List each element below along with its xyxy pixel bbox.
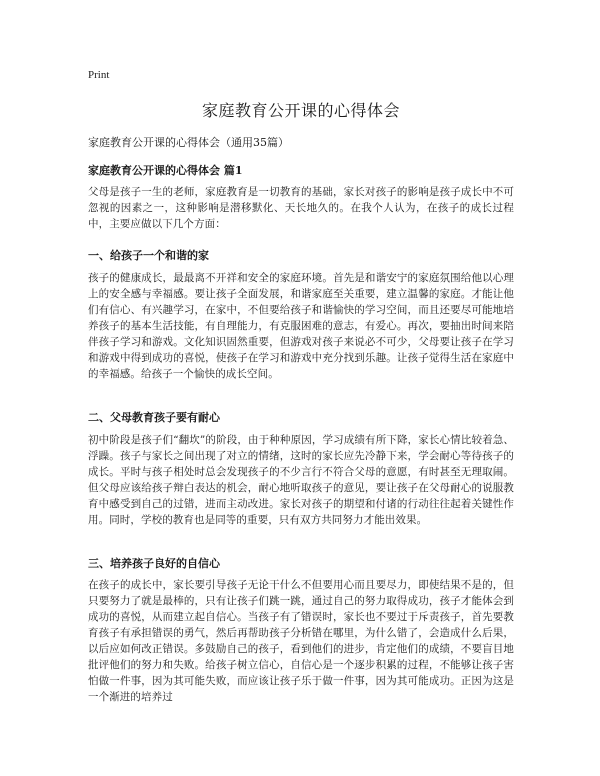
section-body-1: 孩子的健康成长，最最离不开祥和安全的家庭环境。首先是和谐安宁的家庭氛围给他以心理上的安全感与幸福感。要让孩子全面发展，和谐家庭至关重要，建立温馨的家庭。才能让他们有信心、有兴趣学习，在家中，不但要给孩子和谐愉快的学习空间，而且还要尽可能地培养孩子的基本生活技能，有自理能力，有克服困难的意志，有爱心。再次，要抽出时间来陪伴孩子学习和游戏。文化知识固然重要，但游戏对孩子来说必不可少，父母要让孩子在学习和游戏中得到成功的喜悦，使孩子在学习和游戏中充分找到乐趣。让孩子觉得生活在家庭中的幸福感。给孩子一个愉快的成长空间。 [88,272,514,380]
section-heading-2: 二、父母教育孩子要有耐心 [88,411,220,424]
intro-paragraph: 父母是孩子一生的老师，家庭教育是一切教育的基础，家长对孩子的影响是孩子成长中不可忽视的因素之一，这种影响是潜移默化、天长地久的。在我个人认为，在孩子的成长过程中，主要应做以下几个方面： [88,186,514,230]
section-body-3: 在孩子的成长中，家长要引导孩子无论干什么不但要用心而且要尽力，即使结果不是的，但只要努力了就是最棒的，只有让孩子们跳一跳，通过自己的努力取得成功，孩子才能体会到成功的喜悦，从而建立起自信心。当孩子有了错误时，家长也不要过于斥责孩子，首先要教育孩子有承担错误的勇气，然后再帮助孩子分析错在哪里，为什么错了，会造成什么后果，以后应如何改正错误。多鼓励自己的孩子，看到他们的进步，肯定他们的成绩，不要盲目地批评他们的努力和失败。给孩子树立信心，自信心是一个逐步积累的过程，不能够让孩子害怕做一件事，因为其可能失败，而应该让孩子乐于做一件事，因为其可能成功。正因为这是一个渐进的培养过 [88,579,514,703]
section-title: 家庭教育公开课的心得体会 篇1 [88,164,243,177]
print-link[interactable]: Print [88,69,110,81]
document-subtitle: 家庭教育公开课的心得体会（通用35篇） [88,136,289,149]
section-heading-3: 三、培养孩子良好的自信心 [88,557,220,570]
document-title: 家庭教育公开课的心得体会 [201,101,400,120]
section-heading-1: 一、给孩子一个和谐的家 [88,249,209,262]
section-body-2: 初中阶段是孩子们“翻坎”的阶段，由于种种原因，学习成绩有所下降，家长心情比较着急、浮躁。孩子与家长之间出现了对立的情绪，这时的家长应先冷静下来，学会耐心等待孩子的成长。平时与孩子相处时总会发现孩子的不少言行不符合父母的意愿，有时甚至无理取闹。但父母应该给孩子辩白表达的机会，耐心地听取孩子的意见，要让孩子在父母耐心的说服教育中感受到自己的过错，进而主动改进。家长对孩子的期望和付诸的行动往往起着关键性作用。同时，学校的教育也是同等的重要，只有双方共同努力才能出效果。 [88,434,514,526]
